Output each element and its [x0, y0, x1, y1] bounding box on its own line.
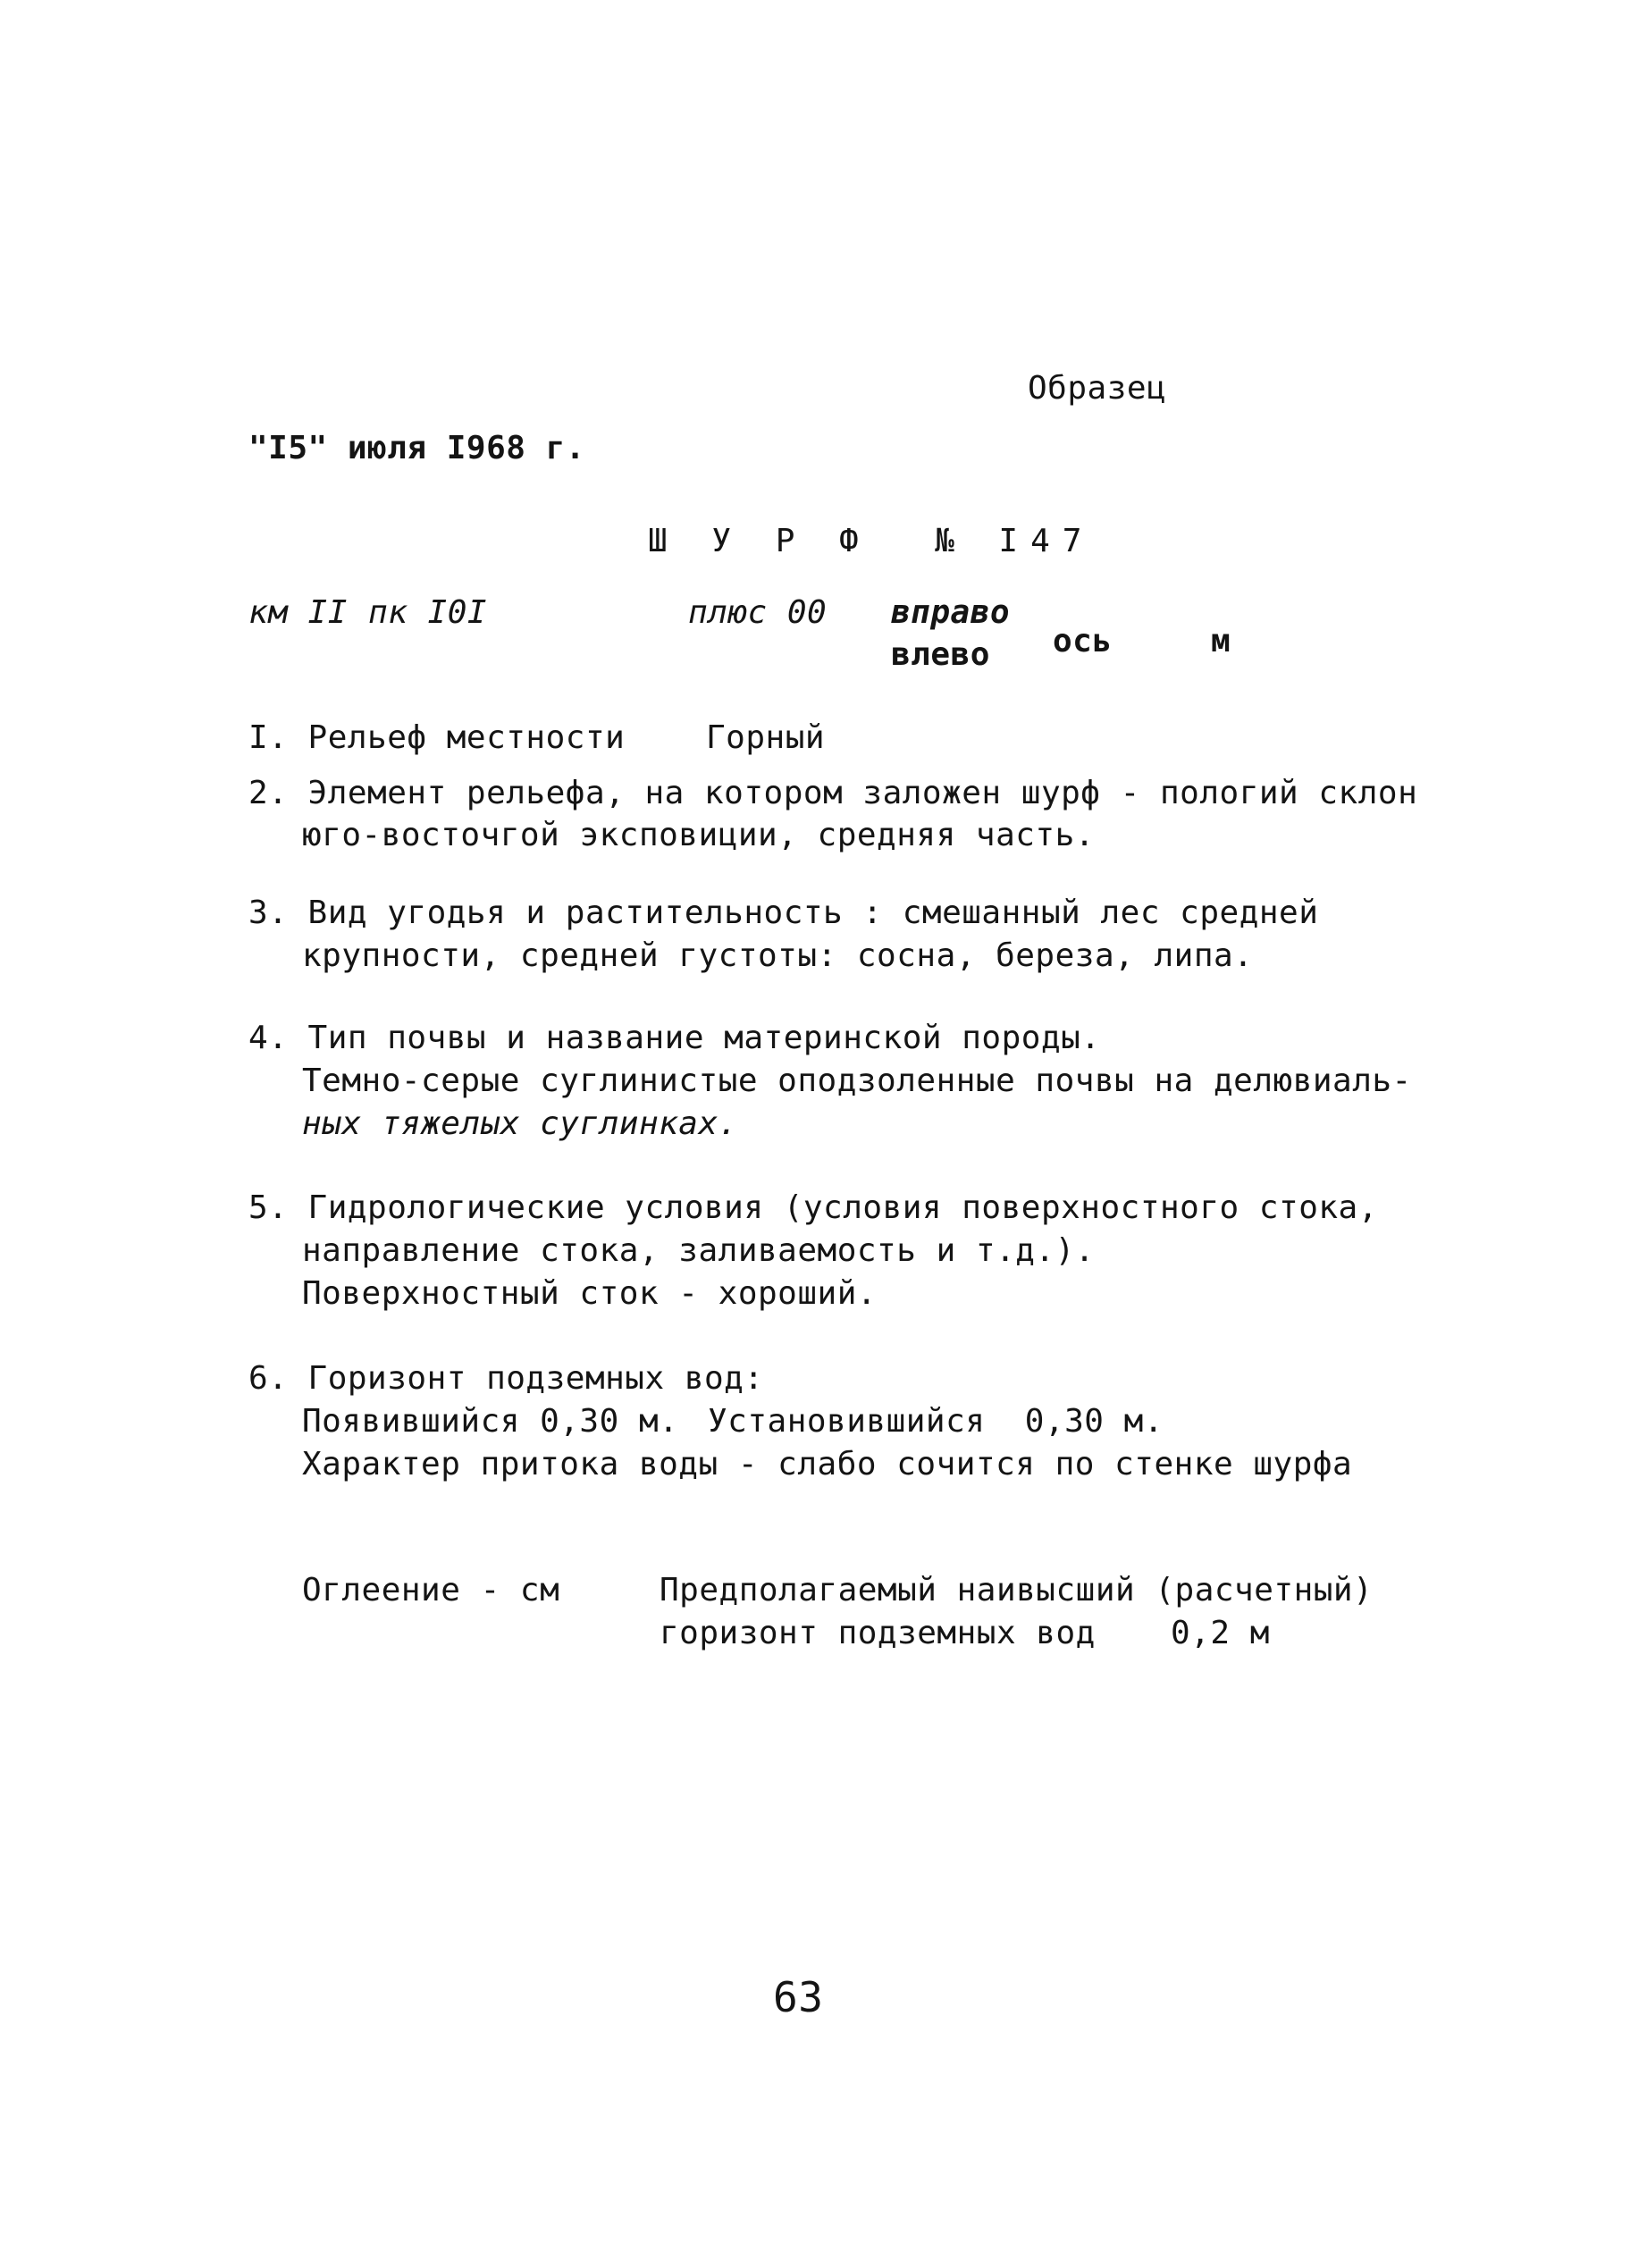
element-line-2: юго-восточгой эксповиции, средняя часть. — [302, 817, 1095, 853]
gleying-label: Оглеение - см — [302, 1572, 560, 1609]
sample-label: Образец — [1028, 370, 1167, 407]
pk-value: пк I0I — [368, 594, 488, 631]
groundwater-inflow: Характер притока воды - слабо сочится по стенке шурфа — [302, 1446, 1353, 1483]
direction-left: влево — [891, 636, 990, 673]
document-title: Ш У Р Ф № I47 — [648, 523, 1095, 559]
relief-value: Горный — [706, 719, 826, 756]
expected-level-value: 0,2 м — [1171, 1615, 1270, 1651]
expected-level-line-1: Предполагаемый наивысший (расчетный) — [660, 1572, 1374, 1609]
element-line-1: 2. Элемент рельефа, на котором заложен шурф - пологий склон — [248, 775, 1418, 811]
hydro-line-1: 5. Гидрологические условия (условия поверхностного стока, — [248, 1189, 1378, 1226]
axis-label: ось — [1053, 623, 1113, 659]
plus-value: плюс 00 — [688, 594, 828, 631]
vegetation-line-1: 3. Вид угодья и растительность : смешанный лес средней — [248, 895, 1319, 931]
groundwater-established: Установившийся 0,30 м. — [708, 1403, 1164, 1440]
expected-level-line-2: горизонт подземных вод — [660, 1615, 1096, 1651]
soil-line-2: Темно-серые суглинистые оподзоленные почвы на делювиаль- — [302, 1063, 1412, 1099]
hydro-line-3: Поверхностный сток - хороший. — [302, 1275, 878, 1312]
relief-label: I. Рельеф местности — [248, 719, 626, 756]
groundwater-appeared: Появившийся 0,30 м. — [302, 1403, 679, 1440]
page-number: 63 — [773, 1973, 824, 2021]
groundwater-line-1: 6. Горизонт подземных вод: — [248, 1360, 764, 1397]
vegetation-line-2: крупности, средней густоты: сосна, береза, липа. — [302, 937, 1254, 974]
soil-line-1: 4. Тип почвы и название материнской породы. — [248, 1020, 1101, 1056]
document-date: "I5" июля I968 г. — [248, 430, 585, 466]
direction-right: вправо — [891, 594, 1011, 631]
km-value: км II — [248, 594, 348, 631]
hydro-line-2: направление стока, заливаемость и т.д.). — [302, 1232, 1095, 1269]
soil-line-3: ных тяжелых суглинках. — [302, 1105, 738, 1142]
axis-unit: м — [1211, 623, 1231, 659]
